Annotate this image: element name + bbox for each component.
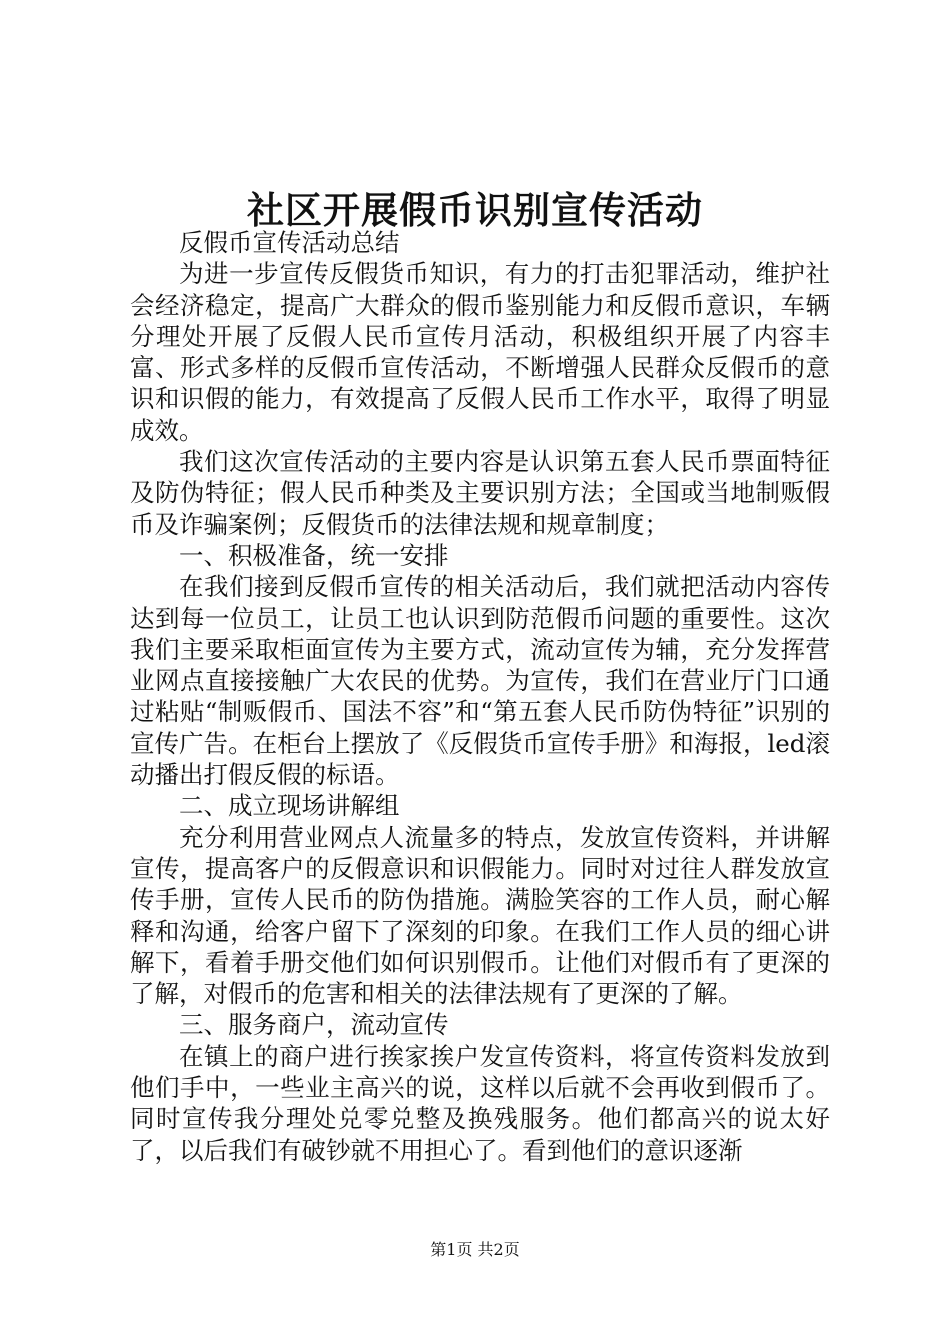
paragraph-section-3: 在镇上的商户进行挨家挨户发宣传资料，将宣传资料发放到他们手中，一些业主高兴的说，这样以后就不会再收到假币了。同时宣传我分理处兑零兑整及换残服务。他们都高兴的说太好了，以后我们有破钞就不用担心了。看到他们的意识逐渐 [130,1041,830,1165]
paragraph-section-2: 充分利用营业网点人流量多的特点，发放宣传资料，并讲解宣传，提高客户的反假意识和识假能力。同时对过往人群发放宣传手册，宣传人民币的防伪措施。满脸笑容的工作人员，耐心解释和沟通，给客户留下了深刻的印象。在我们工作人员的细心讲解下，看着手册交他们如何识别假币。让他们对假币有了更深的了解，对假币的危害和相关的法律法规有了更深的了解。 [130,822,830,1009]
paragraph-main-content: 我们这次宣传活动的主要内容是认识第五套人民币票面特征及防伪特征；假人民币种类及主要识别方法；全国或当地制贩假币及诈骗案例；反假货币的法律法规和规章制度； [130,447,830,539]
document-body [130,227,830,1166]
section-heading-3: 三、服务商户，流动宣传 [179,1010,449,1040]
page-title: 社区开展假币识别宣传活动 [247,188,703,232]
paragraph-section-1: 在我们接到反假币宣传的相关活动后，我们就把活动内容传达到每一位员工，让员工也认识到防范假币问题的重要性。这次我们主要采取柜面宣传为主要方式，流动宣传为辅，充分发挥营业网点直接接触广大农民的优势。为宣传，我们在营业厅门口通过粘贴“制贩假币、国法不容”和“第五套人民币防伪特征”识别的宣传广告。在柜台上摆放了《反假货币宣传手册》和海报，led滚动播出打假反假的标语。 [130,572,830,790]
section-heading-1: 一、积极准备，统一安排 [179,540,449,570]
paragraph-intro: 为进一步宣传反假货币知识，有力的打击犯罪活动，维护社会经济稳定，提高广大群众的假币鉴别能力和反假币意识，车辆分理处开展了反假人民币宣传月活动，积极组织开展了内容丰富、形式多样的反假币宣传活动，不断增强人民群众反假币的意识和识假的能力，有效提高了反假人民币工作水平，取得了明显成效。 [130,259,830,445]
page-footer: 第1页 共2页 [430,1240,520,1259]
paragraph-summary-heading: 反假币宣传活动总结 [179,228,400,257]
section-heading-2: 二、成立现场讲解组 [179,791,400,821]
